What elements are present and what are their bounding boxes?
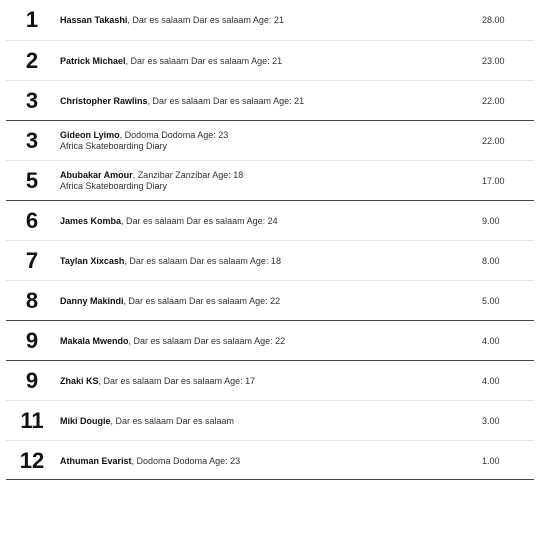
competitor-name: Christopher Rawlins <box>60 95 148 106</box>
score: 9.00 <box>482 216 500 226</box>
competitor-info <box>60 41 460 81</box>
result-row <box>6 160 534 200</box>
result-row <box>6 120 534 160</box>
score: 22.00 <box>482 136 505 146</box>
rank-number: 6 <box>25 208 39 233</box>
competitor-details: , Dodoma Dodoma Age: 23 <box>119 130 229 140</box>
rank-number: 11 <box>20 408 44 433</box>
result-row <box>6 0 534 40</box>
competitor-details: , Dodoma Dodoma Age: 23 <box>131 455 241 466</box>
competitor-name: Hassan Takashi <box>60 14 128 25</box>
competitor-info <box>60 81 460 121</box>
competitor-team: Africa Skateboarding Diary <box>60 181 168 191</box>
score: 28.00 <box>482 15 505 25</box>
score: 22.00 <box>482 96 505 106</box>
competitor-details: , Zanzibar Zanzibar Age: 18 <box>132 170 244 180</box>
competitor-info <box>60 201 460 241</box>
competitor-details: , Dar es salaam Dar es salaam <box>110 415 235 426</box>
result-row <box>6 400 534 440</box>
competitor-details: , Dar es salaam Dar es salaam Age: 21 <box>125 55 283 66</box>
result-row <box>6 320 534 360</box>
result-row <box>6 240 534 280</box>
result-row <box>6 200 534 240</box>
competitor-name: Gideon Lyimo <box>60 130 120 140</box>
competitor-name: Taylan Xixcash <box>60 255 125 266</box>
competitor-name: Danny Makindi <box>60 295 124 306</box>
score: 4.00 <box>482 336 500 346</box>
competitor-team: Africa Skateboarding Diary <box>60 141 168 151</box>
competitor-info <box>60 441 460 481</box>
results-list <box>6 0 534 480</box>
score: 4.00 <box>482 376 500 386</box>
score: 23.00 <box>482 56 505 66</box>
competitor-name: Abubakar Amour <box>60 170 133 180</box>
competitor-name: Athuman Evarist <box>60 455 132 466</box>
competitor-info <box>60 121 460 161</box>
competitor-name: Miki Dougie <box>60 415 111 426</box>
competitor-name: James Komba <box>60 215 122 226</box>
rank-number: 9 <box>25 328 39 353</box>
competitor-info <box>60 401 460 441</box>
competitor-info <box>60 361 460 401</box>
rank-number: 3 <box>25 128 39 153</box>
competitor-details: , Dar es salaam Dar es salaam Age: 18 <box>124 255 281 266</box>
score: 17.00 <box>482 176 505 186</box>
rank-number: 2 <box>25 48 39 73</box>
rank-number: 12 <box>19 448 45 473</box>
result-row <box>6 40 534 80</box>
score: 3.00 <box>482 416 500 426</box>
competitor-info <box>60 161 460 201</box>
competitor-details: , Dar es salaam Dar es salaam Age: 22 <box>128 335 286 346</box>
competitor-name: Makala Mwendo <box>60 335 129 346</box>
rank-number: 9 <box>25 368 39 393</box>
score: 1.00 <box>482 456 500 466</box>
competitor-info <box>60 281 460 321</box>
competitor-info <box>60 0 460 40</box>
rank-number: 7 <box>25 248 39 273</box>
score: 5.00 <box>482 296 500 306</box>
rank-number: 8 <box>25 288 39 313</box>
competitor-info <box>60 321 460 361</box>
competitor-details: , Dar es salaam Dar es salaam Age: 24 <box>121 215 278 226</box>
rank-number: 1 <box>25 7 39 32</box>
score: 8.00 <box>482 256 500 266</box>
competitor-details: , Dar es salaam Dar es salaam Age: 22 <box>123 295 281 306</box>
rank-number: 5 <box>25 168 39 193</box>
result-row <box>6 440 534 480</box>
result-row <box>6 80 534 120</box>
competitor-name: Patrick Michael <box>60 55 126 66</box>
result-row <box>6 360 534 400</box>
result-row <box>6 280 534 320</box>
rank-number: 3 <box>25 88 39 113</box>
competitor-details: , Dar es salaam Dar es salaam Age: 21 <box>127 14 284 25</box>
competitor-info <box>60 241 460 281</box>
competitor-name: Zhaki KS <box>60 375 99 386</box>
competitor-details: , Dar es salaam Dar es salaam Age: 17 <box>98 375 256 386</box>
competitor-details: , Dar es salaam Dar es salaam Age: 21 <box>147 95 305 106</box>
